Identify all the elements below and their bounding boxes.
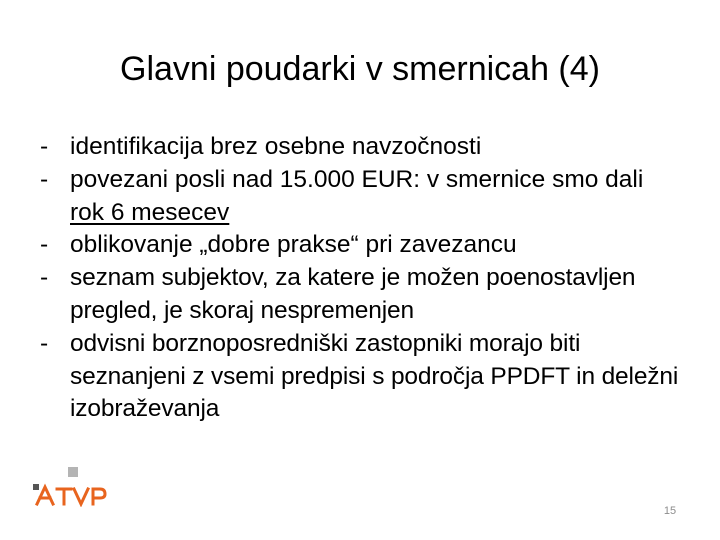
bullet-item <box>40 131 680 164</box>
bullet-dash: - <box>40 133 49 160</box>
page-number: 15 <box>663 505 677 517</box>
bullet-text: oblikovanje „dobre prakse“ pri zavezancu <box>70 231 517 259</box>
logo-square-gray <box>68 467 78 477</box>
bullet-text: identifikacija brez osebne navzočnosti <box>70 133 482 160</box>
bullet-text: odvisni borznoposredniški zastopniki morajo biti seznanjeni z vsemi predpisi s področja PPDFT in deležni izobraževanja <box>70 329 679 423</box>
bullet-text: povezani posli nad 15.000 EUR: v smernice smo dali <box>70 165 644 193</box>
bullet-list <box>40 131 680 426</box>
bullet-dash: - <box>40 329 49 357</box>
bullet-text: seznam subjektov, za katere je možen poenostavljen pregled, je skoraj nespremenjen <box>70 264 636 324</box>
bullet-dash: - <box>40 231 49 259</box>
slide-title: Glavni poudarki v smernicah (4) <box>120 50 600 88</box>
bullet-item <box>40 164 680 230</box>
logo-letters <box>37 487 105 504</box>
underlined-deadline: rok 6 mesecev <box>70 198 230 226</box>
bullet-dash: - <box>40 165 49 193</box>
atvp-logo-icon <box>33 467 113 507</box>
bullet-dash: - <box>40 264 49 292</box>
bullet-item <box>40 229 680 262</box>
bullet-item <box>40 328 680 426</box>
bullet-item <box>40 262 680 328</box>
logo-square-dark <box>33 484 39 490</box>
